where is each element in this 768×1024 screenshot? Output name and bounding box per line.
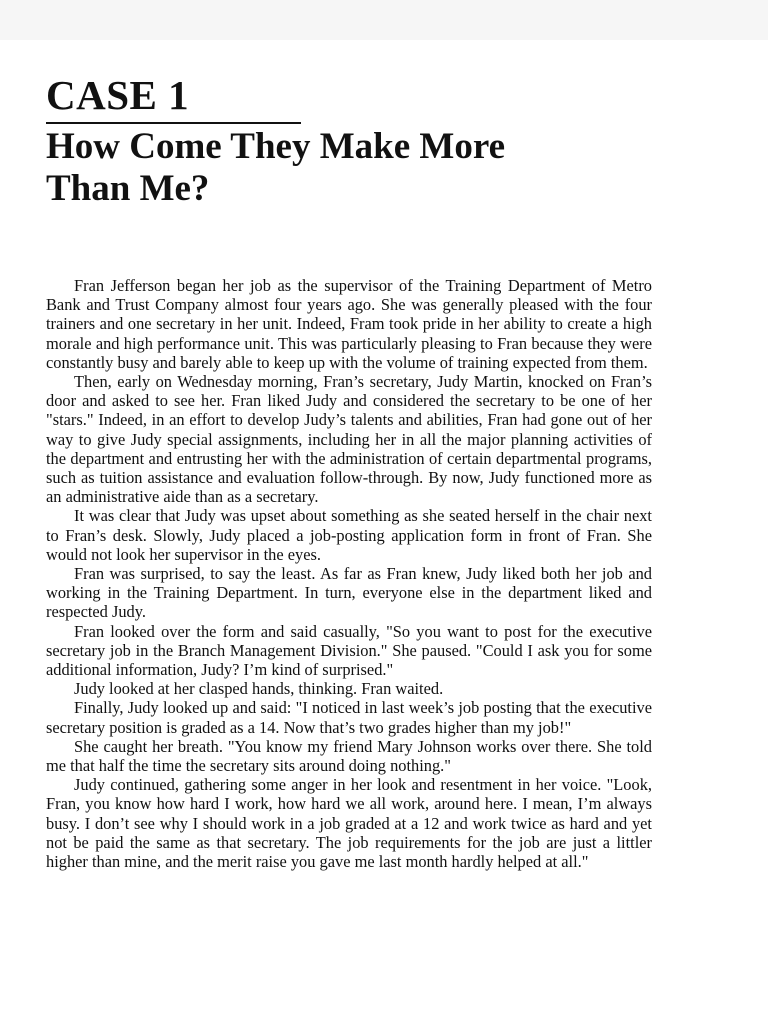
viewer-top-strip [0,0,768,40]
case-title-line-1: How Come They Make More [46,126,505,167]
case-title-line-2: Than Me? [46,168,210,209]
paragraph: Fran was surprised, to say the least. As far as Fran knew, Judy liked both her job and working in the Training Department. In turn, everyone else in the department liked and respected Judy. [46,564,652,622]
paragraph: Finally, Judy looked up and said: "I noticed in last week’s job posting that the executive secretary position is graded as a 14. Now that’s two grades higher than my job!" [46,698,652,737]
paragraph: Judy continued, gathering some anger in her look and resentment in her voice. "Look, Fran, you know how hard I work, how hard we all work, around here. I mean, I’m always busy. I don’t see why I should work in a job graded at a 12 and work twice as hard and yet not be paid the same as that secretary. The job requirements for the job are just a littler higher than mine, and the merit raise you gave me last month hardly helped at all." [46,775,652,872]
paragraph: It was clear that Judy was upset about something as she seated herself in the chair next to Fran’s desk. Slowly, Judy placed a job-posting application form in front of Fran. She would not look her supervisor in the eyes. [46,506,652,564]
case-title [46,126,646,210]
paragraph: Fran Jefferson began her job as the supervisor of the Training Department of Metro Bank and Trust Company almost four years ago. She was generally pleased with the four trainers and one secretary in her unit. Indeed, Fram took pride in her ability to create a high morale and high performance unit. This was particularly pleasing to Fran because they were constantly busy and barely able to keep up with the volume of training expected from them. [46,276,652,372]
paragraph: Fran looked over the form and said casually, "So you want to post for the executive secretary job in the Branch Management Division." She paused. "Could I ask you for some additional information, Judy? I’m kind of surprised." [46,621,652,680]
case-body [46,276,652,871]
case-number-heading: CASE 1 [46,72,190,118]
paragraph: Judy looked at her clasped hands, thinking. Fran waited. [74,679,444,699]
paragraph: Then, early on Wednesday morning, Fran’s secretary, Judy Martin, knocked on Fran’s door and asked to see her. Fran liked Judy and considered the secretary to be one of her "stars." Indeed, in an effort to develop Judy’s talents and abilities, Fran had gone out of her way to give Judy special assignments, including her in all the major planning activities of the department and entrusting her with the administration of certain departmental programs, such as tuition assistance and evaluation follow-through. By now, Judy functioned more as an administrative aide than as a secretary. [46,372,652,507]
heading-rule [46,122,301,124]
paragraph: She caught her breath. "You know my friend Mary Johnson works over there. She told me that half the time the secretary sits around doing nothing." [46,736,652,776]
